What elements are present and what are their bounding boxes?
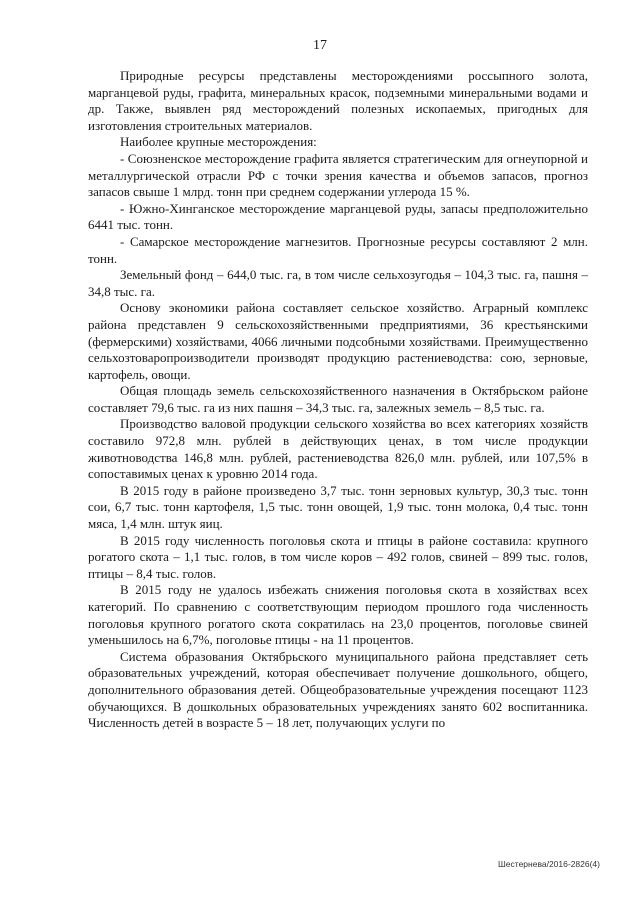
paragraph-manganese-deposit: - Южно-Хинганское месторождение марганцевой руды, запасы предположительно 6441 тыс. тонн. bbox=[88, 200, 588, 233]
paragraph-education: Система образования Октябрьского муниципального района представляет сеть образовательных учреждений, которая обеспечивает получение дошкольного, общего, дополнительного образования детей. Общеобразовательные учреждения посещают 1123 обучающихся. В дошкольных образовательных учреждениях занято 602 воспитанника. Численность детей в возрасте 5 – 18 лет, получающих услуги по bbox=[88, 648, 588, 731]
paragraph-natural-resources: Природные ресурсы представлены месторождениями россыпного золота, марганцевой руды, графита, минеральных красок, подземными минеральными водами и др. Также, выявлен ряд месторождений полезных ископаемых, пригодных для изготовления строительных материалов. bbox=[88, 68, 588, 133]
paragraph-livestock-count: В 2015 году численность поголовья скота и птицы в районе составила: крупного рогатого скота – 1,1 тыс. голов, в том числе коров – 492 голов, свиней – 899 тыс. голов, птицы – 8,4 тыс. голов. bbox=[88, 532, 588, 581]
paragraph-land-fund: Земельный фонд – 644,0 тыс. га, в том числе сельхозугодья – 104,3 тыс. га, пашня – 34,8 тыс. га. bbox=[88, 267, 588, 299]
paragraph-gross-production: Производство валовой продукции сельского хозяйства во всех категориях хозяйств составило 972,8 млн. рублей в действующих ценах, в том числе продукции животноводства 146,8 млн. рублей, растениеводства 826,0 млн. рублей, или 107,5% в сопоставимых ценах к уровню 2014 года. bbox=[88, 416, 588, 482]
footer-reference: Шестернева/2016-2826(4) bbox=[498, 859, 600, 869]
paragraph-magnesite-deposit: - Самарское месторождение магнезитов. Прогнозные ресурсы составляют 2 млн. тонн. bbox=[88, 233, 588, 266]
paragraph-livestock-decline: В 2015 году не удалось избежать снижения поголовья скота в хозяйствах всех категорий. По сравнению с соответствующим периодом прошлого года численность поголовья крупного рогатого скота сократилась на 23,0 процентов, поголовье свиней уменьшилось на 6,7%, поголовье птицы - на 11 процентов. bbox=[88, 582, 588, 648]
paragraph-2015-output: В 2015 году в районе произведено 3,7 тыс. тонн зерновых культур, 30,3 тыс. тонн сои, 6,7 тыс. тонн картофеля, 1,5 тыс. тонн овощей, 1,9 тыс. тонн молока, 0,4 тыс. тонн мяса, 1,4 млн. штук яиц. bbox=[88, 482, 588, 532]
page-number: 17 bbox=[313, 38, 327, 53]
paragraph-agricultural-land: Общая площадь земель сельскохозяйственного назначения в Октябрьском районе составляет 79,6 тыс. га из них пашня – 34,3 тыс. га, залежных земель – 8,5 тыс. га. bbox=[88, 383, 588, 415]
paragraph-graphite-deposit: - Союзненское месторождение графита является стратегическим для огнеупорной и металлургической отрасли РФ с точки зрения качества и объемов запасов, прогноз запасов свыше 1 млрд. тонн при среднем содержании углерода 15 %. bbox=[88, 150, 588, 200]
document-body bbox=[88, 68, 588, 732]
paragraph-deposits-heading: Наиболее крупные месторождения: bbox=[120, 134, 317, 150]
paragraph-economy: Основу экономики района составляет сельское хозяйство. Аграрный комплекс района представлен 9 сельскохозяйственными предприятиями, 36 крестьянскими (фермерскими) хозяйствами, 4066 личными подсобными хозяйствами. Преимущественно сельхозтоваропроизводители производят продукцию растениеводства: сою, зерновые, картофель, овощи. bbox=[88, 300, 588, 382]
